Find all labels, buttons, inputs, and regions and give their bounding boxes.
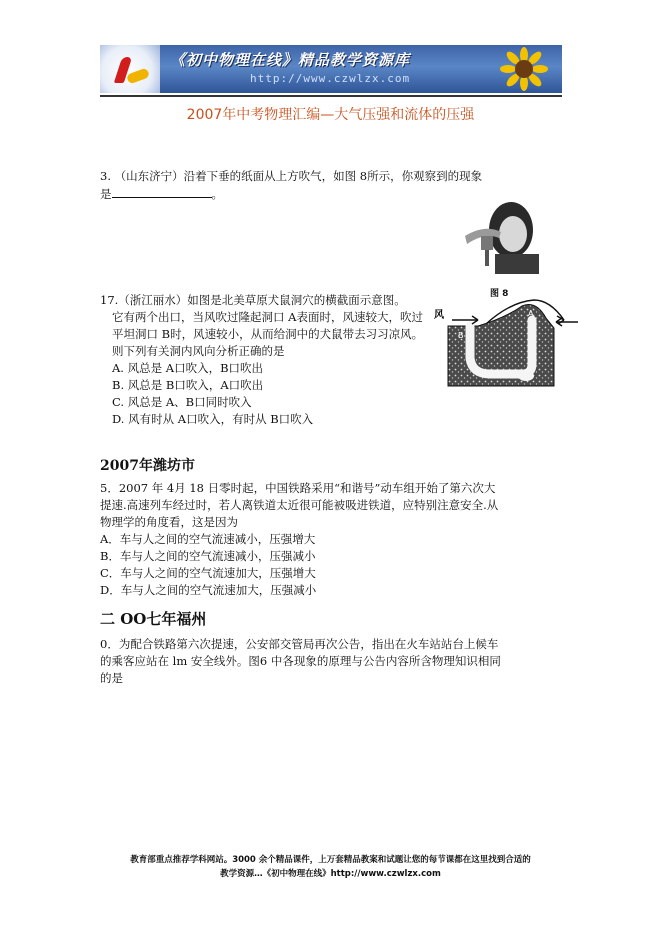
prairie-dog-burrow-diagram <box>430 296 580 388</box>
page-footer <box>60 853 601 881</box>
fuzhou-line-3: 的是 <box>100 671 123 685</box>
sunflower-icon <box>494 47 554 91</box>
section-heading-fuzhou: 二 OO七年福州 <box>100 610 207 628</box>
weifang-option-b: B．车与人之间的空气流速减小，压强减小 <box>100 549 316 563</box>
weifang-line-3: 物理学的角度看，这是因为 <box>100 515 238 529</box>
q17-option-a: A. 风总是 A口吹入，B口吹出 <box>112 361 264 375</box>
document-title: 2007年中考物理汇编—大气压强和流体的压强 <box>186 107 475 123</box>
banner-url: http://www.czwlzx.com <box>250 72 411 85</box>
q3-prefix: 是 <box>100 187 112 201</box>
site-logo <box>100 45 160 93</box>
fuzhou-line-2: 的乘客应站在 lm 安全线外。图6 中各现象的原理与公告内容所含物理知识相同 <box>100 654 501 668</box>
q17-line-2: 它有两个出口，当风吹过隆起洞口 A表面时，风速较大，吹过 <box>112 310 423 324</box>
q17-line-1: 17.（浙江丽水）如图是北美草原犬鼠洞穴的横截面示意图。 <box>100 293 406 307</box>
wind-label: 风 <box>434 310 444 321</box>
q3-line-1: 3. （山东济宁）沿着下垂的纸面从上方吹气，如图 8所示，你观察到的现象 <box>100 169 483 183</box>
weifang-line-2: 提速.高速列车经过时，若人离铁道太近很可能被吸进铁道，应特别注意安全.从 <box>100 498 499 512</box>
q17-option-c: C. 风总是 A、B口同时吹入 <box>112 395 252 409</box>
header-banner <box>100 45 562 93</box>
figure-8-caption: 图 8 <box>490 289 509 299</box>
q17-line-3: 平坦洞口 B时，风速较小，从而给洞中的犬鼠带去习习凉风。 <box>112 327 424 341</box>
girl-blowing-paper-figure <box>455 196 565 274</box>
footer-line-2[interactable]: 教学资源…《初中物理在线》http://www.czwlzx.com <box>220 869 441 879</box>
weifang-option-c: C．车与人之间的空气流速加大，压强增大 <box>100 566 316 580</box>
weifang-option-d: D．车与人之间的空气流速加大，压强减小 <box>100 583 317 597</box>
footer-line-1: 教育部重点推荐学科网站。3000 余个精品课件，上万套精品教案和试题让您的每节课都在这里找到合适的 <box>130 855 531 865</box>
q17-line-4: 则下列有关洞内风向分析正确的是 <box>112 344 285 358</box>
fuzhou-line-1: 0．为配合铁路第六次提速，公安部交管局再次公告，指出在火车站站台上候车 <box>100 637 499 651</box>
exit-a-label: A <box>528 309 534 318</box>
q3-suffix: 。 <box>211 187 223 201</box>
q17-option-b: B. 风总是 B口吹入，A口吹出 <box>112 378 264 392</box>
answer-blank <box>112 185 212 198</box>
weifang-option-a: A．车与人之间的空气流速减小，压强增大 <box>100 532 316 546</box>
q3-line-2 <box>100 185 223 203</box>
section-heading-weifang: 2007年潍坊市 <box>100 458 195 474</box>
weifang-line-1: 5．2007 年 4月 18 日零时起，中国铁路采用“和谐号”动车组开始了第六次大 <box>100 481 496 495</box>
exit-b-label: B <box>458 331 464 340</box>
header-rule <box>100 95 562 97</box>
banner-title: 《初中物理在线》精品教学资源库 <box>170 51 411 69</box>
q17-option-d: D. 风有时从 A口吹入，有时从 B口吹入 <box>112 412 314 426</box>
